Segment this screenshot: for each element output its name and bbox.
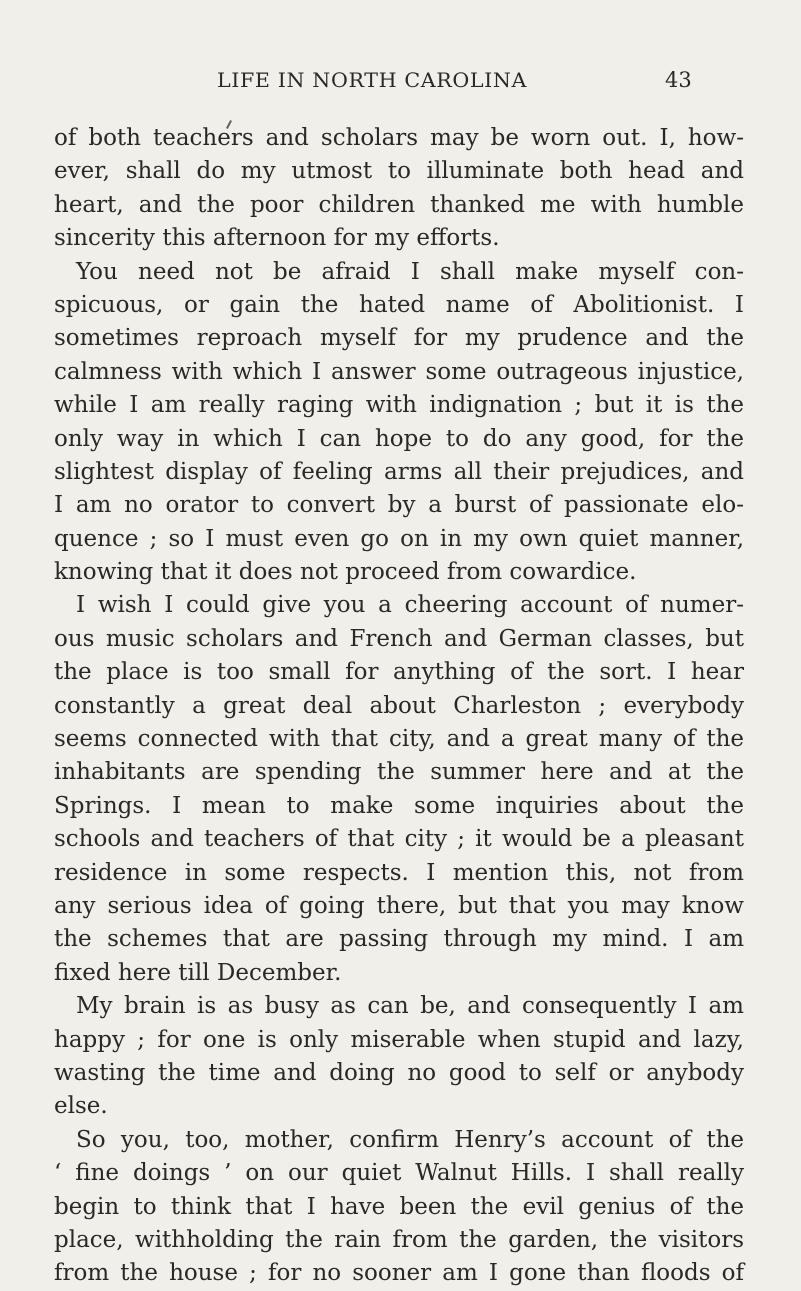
text-line: the place is too small for anything of the sort. I hear	[54, 659, 744, 686]
text-line: any serious idea of going there, but that you may know	[54, 892, 744, 919]
text-line: residence in some respects. I mention this, not from	[54, 859, 744, 886]
text-line: the schemes that are passing through my mind. I am	[54, 926, 744, 953]
text-line: fixed here till December.	[54, 959, 342, 986]
text-line: knowing that it does not proceed from cowardice.	[54, 559, 637, 586]
text-line: heart, and the poor children thanked me with humble	[54, 191, 744, 218]
text-line: slightest display of feeling arms all their prejudices, and	[54, 458, 744, 485]
text-line: calmness with which I answer some outrageous injustice,	[54, 358, 744, 385]
text-line: ous music scholars and French and German classes, but	[54, 625, 744, 652]
text-line: seems connected with that city, and a great many of the	[54, 726, 744, 753]
text-line: only way in which I can hope to do any good, for the	[54, 425, 744, 452]
text-line: constantly a great deal about Charleston ; everybody	[54, 692, 744, 719]
text-line: So you, too, mother, confirm Henry’s account of the	[76, 1126, 744, 1153]
text-line: from the house ; for no sooner am I gone than floods of	[54, 1260, 744, 1287]
text-line: begin to think that I have been the evil genius of the	[54, 1193, 744, 1220]
text-line: spicuous, or gain the hated name of Abolitionist. I	[54, 291, 744, 318]
text-line: while I am really raging with indignation ; but it is the	[54, 392, 744, 419]
text-line: else.	[54, 1093, 108, 1120]
body-text	[54, 122, 744, 1291]
text-line: I wish I could give you a cheering account of numer-	[76, 592, 744, 619]
running-title: LIFE IN NORTH CAROLINA	[216, 68, 528, 92]
text-line: of both teachers and scholars may be worn out. I, how-	[54, 125, 744, 151]
text-line: ‘ fine doings ’ on our quiet Walnut Hills. I shall really	[54, 1160, 744, 1187]
text-line: place, withholding the rain from the garden, the visitors	[54, 1226, 744, 1253]
text-line: Springs. I mean to make some inquiries about the	[54, 792, 744, 819]
text-line: schools and teachers of that city ; it would be a pleasant	[54, 826, 744, 853]
text-line: wasting the time and doing no good to self or anybody	[54, 1059, 744, 1086]
text-line: sometimes reproach myself for my prudence and the	[54, 325, 744, 352]
text-line: sincerity this afternoon for my efforts.	[54, 225, 500, 252]
text-line: I am no orator to convert by a burst of passionate elo-	[54, 492, 744, 519]
text-line: ever, shall do my utmost to illuminate both head and	[54, 158, 744, 185]
text-line: inhabitants are spending the summer here and at the	[54, 759, 744, 786]
text-line: My brain is as busy as can be, and consequently I am	[76, 993, 744, 1020]
text-line: happy ; for one is only miserable when stupid and lazy,	[54, 1026, 744, 1053]
page-number: 43	[665, 68, 692, 92]
running-head	[0, 68, 801, 102]
text-line: You need not be afraid I shall make myself con-	[76, 258, 744, 285]
text-line: quence ; so I must even go on in my own quiet manner,	[54, 525, 744, 552]
